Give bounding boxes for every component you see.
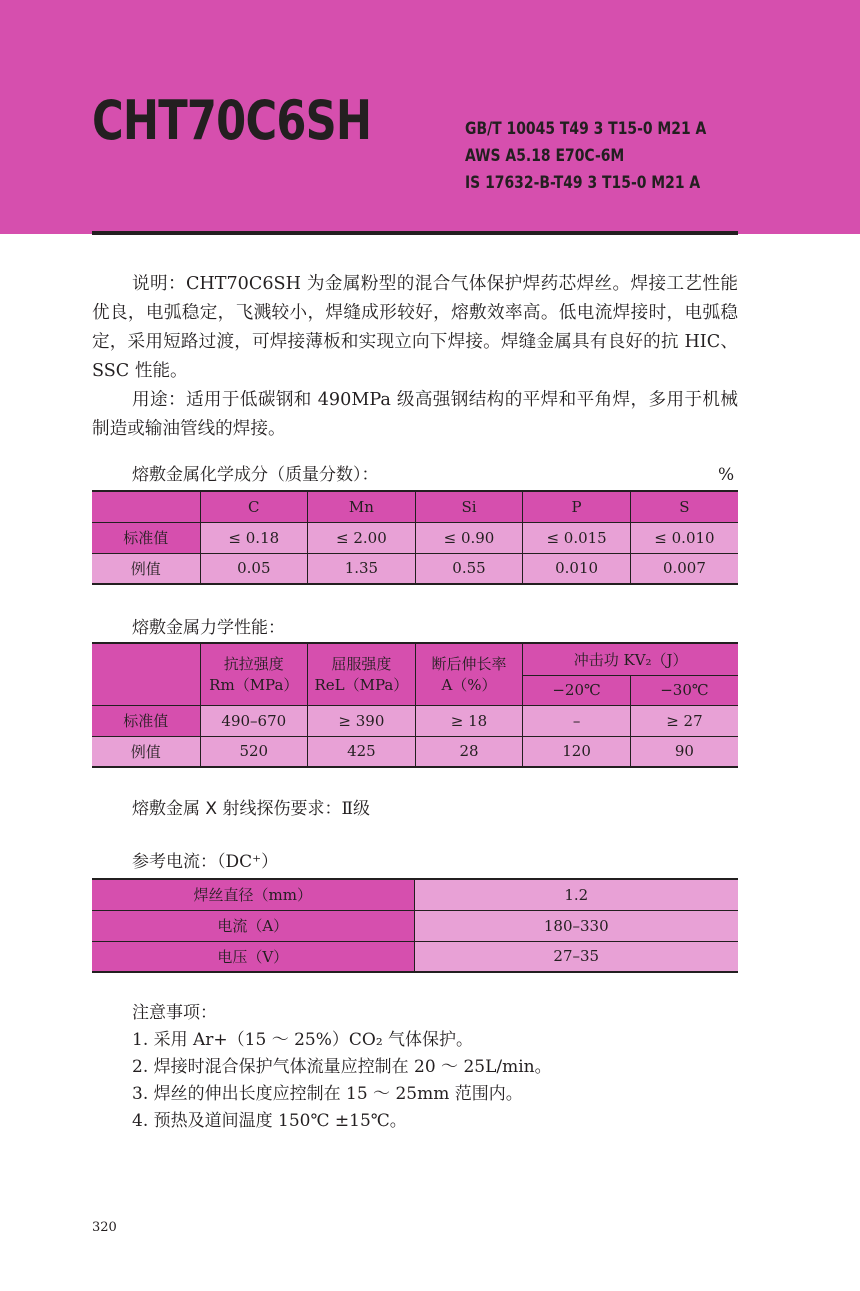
table-cell: 0.010 [523,553,631,584]
row-label: 例值 [92,553,200,584]
usage-text: 适用于低碳钢和 490MPa 级高强钢结构的平焊和平角焊，多用于机械制造或输油管线的焊接。 [92,390,738,439]
header-minus30: −30℃ [630,675,738,705]
table-cell: 0.55 [415,553,523,584]
standard-aws: AWS A5.18 E70C-6M [465,146,625,166]
table-row [92,736,738,767]
row-label: 例值 [92,736,200,767]
table-cell: C [200,491,308,522]
row-label: 电压（V） [92,941,414,972]
description-label: 说明： [132,274,186,294]
table-cell: ≤ 0.010 [630,522,738,553]
table-row [92,705,738,736]
current-label: 参考电流： [132,852,217,872]
header-elongation [415,643,523,705]
table-cell: 1.2 [414,879,738,910]
table-cell: 0.007 [630,553,738,584]
table-cell: 120 [523,736,631,767]
header-impact: 冲击功 KV₂（J） [523,643,738,675]
table-cell: 1.35 [308,553,416,584]
chemical-table [92,490,738,585]
table-header-row [92,643,738,675]
header-rule [92,231,738,235]
list-item: 3. 焊丝的伸出长度应控制在 15 ～ 25mm 范围内。 [132,1084,523,1104]
row-label: 焊丝直径（mm） [92,879,414,910]
usage-paragraph [92,386,738,444]
current-table [92,878,738,973]
table-cell: 425 [308,736,416,767]
header-elongation-name: 断后伸长率 [431,655,507,674]
header-rel-unit: ReL（MPa） [314,676,409,695]
chemical-heading: 熔敷金属化学成分（质量分数）： [132,465,379,485]
mechanical-heading: 熔敷金属力学性能： [132,618,285,638]
description-block [92,270,738,444]
standard-gb: GB/T 10045 T49 3 T15-0 M21 A [465,119,707,139]
standard-is: IS 17632-B-T49 3 T15-0 M21 A [465,173,701,193]
table-cell: ≤ 2.00 [308,522,416,553]
page-number: 320 [92,1220,117,1235]
list-item: 4. 预热及道间温度 150℃ ±15℃。 [132,1111,407,1131]
table-cell: ≤ 0.18 [200,522,308,553]
table-cell: 180–330 [414,910,738,941]
table-row [92,879,738,910]
table-cell: ≥ 27 [630,705,738,736]
standards-list [465,116,706,197]
header-rel [308,643,416,705]
table-cell: 520 [200,736,308,767]
xray-requirement [132,797,370,821]
xray-label: 熔敷金属 X 射线探伤要求： [132,799,342,819]
table-cell: ≤ 0.90 [415,522,523,553]
table-cell: – [523,705,631,736]
xray-value: Ⅱ级 [341,799,371,819]
list-item: 1. 采用 Ar+（15 ～ 25%）CO₂ 气体保护。 [132,1030,474,1050]
header-rm-name: 抗拉强度 [223,655,284,674]
table-cell: Si [415,491,523,522]
description-text: CHT70C6SH 为金属粉型的混合气体保护焊药芯焊丝。焊接工艺性能优良，电弧稳定，飞溅较小，焊缝成形较好，熔敷效率高。低电流焊接时，电弧稳定，采用短路过渡，可焊接薄板和实现立向下焊接。焊缝金属具有良好的抗 HIC、SSC 性能。 [92,274,738,381]
table-cell: 28 [415,736,523,767]
table-cell: 90 [630,736,738,767]
table-cell: 27–35 [414,941,738,972]
table-cell: S [630,491,738,522]
header-rel-name: 屈服强度 [331,655,392,674]
table-row [92,941,738,972]
table-row [92,910,738,941]
notes-block [132,1000,552,1135]
table-row [92,522,738,553]
notes-heading: 注意事项： [132,1003,217,1023]
current-type: （DC⁺） [217,852,279,872]
usage-label: 用途： [132,390,186,410]
row-label: 标准值 [92,522,200,553]
table-cell: Mn [308,491,416,522]
current-heading [132,850,278,874]
table-cell [92,491,200,522]
table-header-row [92,491,738,522]
header-rm-unit: Rm（MPa） [209,676,299,695]
table-cell: P [523,491,631,522]
header-rm [200,643,308,705]
table-cell: 0.05 [200,553,308,584]
product-title: CHT70C6SH [92,89,372,152]
table-row [92,553,738,584]
header-minus20: −20℃ [523,675,631,705]
row-label: 标准值 [92,705,200,736]
mechanical-table [92,642,738,768]
table-cell: 490–670 [200,705,308,736]
chemical-unit: % [718,465,735,485]
description-paragraph [92,270,738,386]
table-cell: ≥ 390 [308,705,416,736]
row-label: 电流（A） [92,910,414,941]
table-corner-cell [92,643,200,705]
header-elongation-unit: A（%） [441,676,497,695]
table-cell: ≤ 0.015 [523,522,631,553]
table-cell: ≥ 18 [415,705,523,736]
list-item: 2. 焊接时混合保护气体流量应控制在 20 ～ 25L/min。 [132,1057,552,1077]
